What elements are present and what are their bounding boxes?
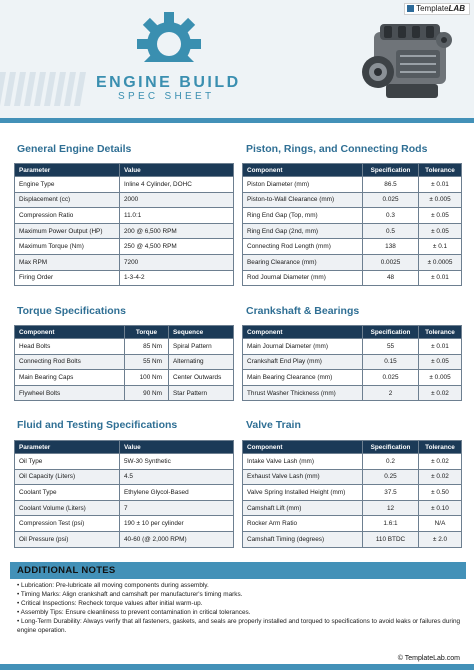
table-body <box>15 339 234 401</box>
table-cell: 86.5 <box>363 177 419 193</box>
table-body <box>15 177 234 286</box>
gear-logo-icon <box>133 6 205 78</box>
column-header: Component <box>243 164 363 177</box>
table-cell: 12 <box>363 500 419 516</box>
table-cell: 0.025 <box>363 370 419 386</box>
table-cell: ± 0.02 <box>419 454 462 470</box>
table-cell: Coolant Volume (Liters) <box>15 500 120 516</box>
table-row <box>243 500 462 516</box>
column-header: Component <box>243 441 363 454</box>
table-cell: 2000 <box>120 192 234 208</box>
table-cell: 90 Nm <box>125 385 169 401</box>
table-row <box>15 516 234 532</box>
fluid-testing-table <box>14 440 234 548</box>
table-cell: 200 @ 6,500 RPM <box>120 223 234 239</box>
table-cell: 0.5 <box>363 223 419 239</box>
table-cell: ± 0.05 <box>419 354 462 370</box>
table-cell: Bearing Clearance (mm) <box>243 254 363 270</box>
table-cell: Rod Journal Diameter (mm) <box>243 270 363 286</box>
table-cell: ± 0.0005 <box>419 254 462 270</box>
table-row <box>15 192 234 208</box>
table-cell: ± 0.01 <box>419 270 462 286</box>
brand-prefix: Template <box>416 4 449 13</box>
table-cell: 7 <box>120 500 234 516</box>
table-row <box>243 469 462 485</box>
table-cell: Ethylene Glycol-Based <box>120 485 234 501</box>
table-cell: Connecting Rod Length (mm) <box>243 239 363 255</box>
table-row <box>243 454 462 470</box>
table-cell: ± 0.02 <box>419 469 462 485</box>
table-cell: ± 0.02 <box>419 385 462 401</box>
table-cell: 0.25 <box>363 469 419 485</box>
footer-accent-bar <box>0 664 474 670</box>
table-cell: 48 <box>363 270 419 286</box>
table-cell: 100 Nm <box>125 370 169 386</box>
table-cell: 37.5 <box>363 485 419 501</box>
note-item: • Assembly Tips: Ensure cleanliness to prevent contamination in critical tolerances. <box>17 608 251 616</box>
table-row <box>243 239 462 255</box>
table-cell: Alternating <box>169 354 234 370</box>
table-body <box>243 177 462 286</box>
table-row <box>15 370 234 386</box>
table-cell: Inline 4 Cylinder, DOHC <box>120 177 234 193</box>
table-cell: ± 0.05 <box>419 223 462 239</box>
table-cell: Valve Spring Installed Height (mm) <box>243 485 363 501</box>
table-row <box>243 354 462 370</box>
brand-suffix: LAB <box>448 4 465 13</box>
table-cell: Firing Order <box>15 270 120 286</box>
table-cell: Maximum Power Output (HP) <box>15 223 120 239</box>
table-cell: Exhaust Valve Lash (mm) <box>243 469 363 485</box>
table-body <box>15 454 234 548</box>
table-cell: ± 0.005 <box>419 192 462 208</box>
table-cell: ± 0.1 <box>419 239 462 255</box>
table-cell: Intake Valve Lash (mm) <box>243 454 363 470</box>
table-cell: Main Journal Diameter (mm) <box>243 339 363 355</box>
table-cell: 4.5 <box>120 469 234 485</box>
table-cell: Oil Capacity (Liters) <box>15 469 120 485</box>
table-row <box>15 531 234 547</box>
table-cell: 0.2 <box>363 454 419 470</box>
crankshaft-table <box>242 325 462 401</box>
table-row <box>15 454 234 470</box>
table-row <box>243 531 462 547</box>
table-cell: Crankshaft End Play (mm) <box>243 354 363 370</box>
fluid-testing-title: Fluid and Testing Specifications <box>17 419 178 431</box>
note-item: • Lubrication: Pre-lubricate all moving components during assembly. <box>17 582 209 589</box>
piston-rings-table <box>242 163 462 286</box>
piston-rings-title: Piston, Rings, and Connecting Rods <box>246 143 428 155</box>
table-cell: Ring End Gap (2nd, mm) <box>243 223 363 239</box>
table-cell: Piston-to-Wall Clearance (mm) <box>243 192 363 208</box>
torque-specs-title: Torque Specifications <box>17 305 126 317</box>
table-cell: 250 @ 4,500 RPM <box>120 239 234 255</box>
general-details-title: General Engine Details <box>17 143 132 155</box>
table-cell: 1-3-4-2 <box>120 270 234 286</box>
table-row <box>15 485 234 501</box>
table-row <box>243 208 462 224</box>
table-row <box>15 354 234 370</box>
table-row <box>15 500 234 516</box>
table-cell: Head Bolts <box>15 339 125 355</box>
column-header: Tolerance <box>419 164 462 177</box>
table-cell: Coolant Type <box>15 485 120 501</box>
table-cell: 85 Nm <box>125 339 169 355</box>
document-subtitle: SPEC SHEET <box>118 91 215 102</box>
table-cell: Thrust Washer Thickness (mm) <box>243 385 363 401</box>
table-cell: Piston Diameter (mm) <box>243 177 363 193</box>
engine-block-illustration <box>356 10 464 114</box>
table-cell: Main Bearing Caps <box>15 370 125 386</box>
crankshaft-title: Crankshaft & Bearings <box>246 305 360 317</box>
table-cell: Flywheel Bolts <box>15 385 125 401</box>
notes-title: ADDITIONAL NOTES <box>17 565 116 576</box>
table-cell: ± 0.50 <box>419 485 462 501</box>
table-cell: Rocker Arm Ratio <box>243 516 363 532</box>
table-cell: 1.6:1 <box>363 516 419 532</box>
table-row <box>15 208 234 224</box>
table-cell: Camshaft Timing (degrees) <box>243 531 363 547</box>
templatelab-badge[interactable] <box>404 3 470 15</box>
valve-train-table <box>242 440 462 548</box>
table-row <box>15 177 234 193</box>
header-banner <box>0 0 474 118</box>
templatelab-logo-icon <box>407 5 414 12</box>
column-header: Torque <box>125 326 169 339</box>
table-cell: ± 0.05 <box>419 208 462 224</box>
table-cell: Ring End Gap (Top, mm) <box>243 208 363 224</box>
table-cell: Connecting Rod Bolts <box>15 354 125 370</box>
table-row <box>243 254 462 270</box>
table-cell: 0.15 <box>363 354 419 370</box>
column-header: Specification <box>363 326 419 339</box>
footer-brand-link[interactable]: © TemplateLab.com <box>397 655 460 662</box>
column-header: Value <box>120 441 234 454</box>
torque-specs-table <box>14 325 234 401</box>
column-header: Component <box>15 326 125 339</box>
table-cell: 0.0025 <box>363 254 419 270</box>
table-cell: Compression Test (psi) <box>15 516 120 532</box>
table-cell: 55 <box>363 339 419 355</box>
column-header: Specification <box>363 441 419 454</box>
table-row <box>15 239 234 255</box>
table-cell: 110 BTDC <box>363 531 419 547</box>
table-cell: Oil Pressure (psi) <box>15 531 120 547</box>
column-header: Parameter <box>15 164 120 177</box>
table-row <box>15 339 234 355</box>
notes-list <box>17 582 463 635</box>
table-cell: Spiral Pattern <box>169 339 234 355</box>
table-cell: Displacement (cc) <box>15 192 120 208</box>
table-body <box>243 454 462 548</box>
table-cell: 190 ± 10 per cylinder <box>120 516 234 532</box>
table-row <box>243 485 462 501</box>
general-details-table <box>14 163 234 286</box>
column-header: Parameter <box>15 441 120 454</box>
table-cell: ± 0.10 <box>419 500 462 516</box>
table-cell: 2 <box>363 385 419 401</box>
table-cell: ± 0.01 <box>419 177 462 193</box>
column-header: Sequence <box>169 326 234 339</box>
table-row <box>15 223 234 239</box>
table-cell: Main Bearing Clearance (mm) <box>243 370 363 386</box>
table-cell: ± 0.01 <box>419 339 462 355</box>
table-cell: 40-60 (@ 2,000 RPM) <box>120 531 234 547</box>
table-cell: Compression Ratio <box>15 208 120 224</box>
column-header: Component <box>243 326 363 339</box>
table-cell: Max RPM <box>15 254 120 270</box>
table-cell: 5W-30 Synthetic <box>120 454 234 470</box>
column-header: Tolerance <box>419 441 462 454</box>
document-title: ENGINE BUILD <box>96 74 241 91</box>
table-row <box>243 385 462 401</box>
note-item: • Critical Inspections: Recheck torque values after initial warm-up. <box>17 599 203 607</box>
valve-train-title: Valve Train <box>246 419 301 431</box>
table-cell: 11.0:1 <box>120 208 234 224</box>
table-cell: ± 2.0 <box>419 531 462 547</box>
column-header: Value <box>120 164 234 177</box>
table-row <box>243 270 462 286</box>
table-row <box>243 370 462 386</box>
table-cell: 0.3 <box>363 208 419 224</box>
table-row <box>15 469 234 485</box>
table-cell: Oil Type <box>15 454 120 470</box>
note-item: • Timing Marks: Align crankshaft and camshaft per manufacturer's timing marks. <box>17 590 243 598</box>
table-row <box>243 339 462 355</box>
table-row <box>243 516 462 532</box>
table-cell: Star Pattern <box>169 385 234 401</box>
table-cell: Engine Type <box>15 177 120 193</box>
column-header: Tolerance <box>419 326 462 339</box>
table-row <box>15 270 234 286</box>
table-cell: Center Outwards <box>169 370 234 386</box>
table-cell: 55 Nm <box>125 354 169 370</box>
table-cell: 7200 <box>120 254 234 270</box>
table-cell: Maximum Torque (Nm) <box>15 239 120 255</box>
table-cell: N/A <box>419 516 462 532</box>
column-header: Specification <box>363 164 419 177</box>
table-body <box>243 339 462 401</box>
table-row <box>15 254 234 270</box>
table-row <box>243 192 462 208</box>
table-cell: ± 0.005 <box>419 370 462 386</box>
note-item: • Long-Term Durability: Always verify that all fasteners, gaskets, and seals are properly installed and torqued to specifications to avoid leaks or failures during engine operation. <box>17 617 461 634</box>
table-row <box>243 223 462 239</box>
table-cell: Camshaft Lift (mm) <box>243 500 363 516</box>
table-row <box>15 385 234 401</box>
header-accent-bar <box>0 118 474 123</box>
table-cell: 138 <box>363 239 419 255</box>
table-row <box>243 177 462 193</box>
table-cell: 0.025 <box>363 192 419 208</box>
